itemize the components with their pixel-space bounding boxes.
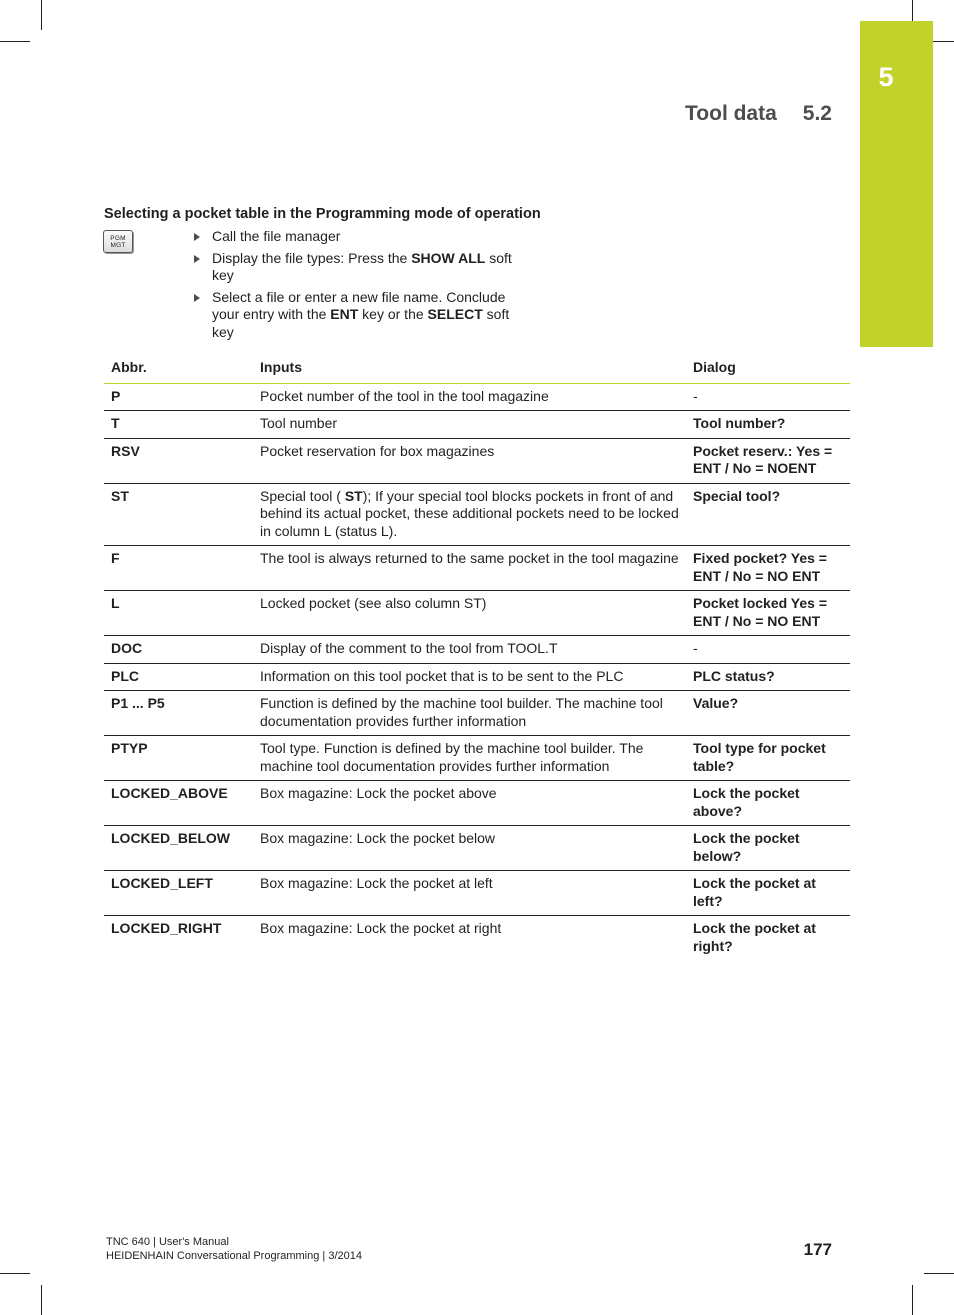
input-cell (253, 871, 686, 916)
column-header-inputs: Inputs (253, 355, 686, 383)
input-text: Box magazine: Lock the pocket at right (260, 920, 502, 936)
input-cell (253, 916, 686, 961)
abbr-cell: ST (104, 483, 253, 546)
input-text: Tool number (260, 415, 338, 431)
abbr-cell: LOCKED_RIGHT (111, 920, 222, 936)
input-text: ); If your special tool blocks pockets in front of and behind its actual pocket, these additional pockets need to be locked in column L (status L). (260, 487, 679, 539)
crop-mark (0, 41, 30, 42)
input-cell (253, 781, 686, 826)
input-cell (253, 438, 686, 483)
footer-line1: TNC 640 | User's Manual (106, 1236, 229, 1248)
crop-mark (924, 1273, 954, 1274)
abbr-cell: RSV (104, 438, 253, 483)
chapter-number: 5 (878, 62, 894, 92)
input-cell (253, 383, 686, 411)
input-text: The tool is always returned to the same pocket in the tool magazine (260, 550, 679, 566)
table-row (104, 871, 850, 916)
dialog-cell: PLC status? (686, 663, 850, 691)
input-text: Box magazine: Lock the pocket above (260, 785, 497, 801)
dialog-cell: Pocket reserv.: Yes = ENT / No = NOENT (686, 438, 850, 483)
table-row (104, 826, 850, 871)
pgm-mgt-key-icon (103, 230, 133, 253)
page-number: 177 (803, 1240, 832, 1259)
input-text: Display of the comment to the tool from TOOL.T (260, 640, 558, 656)
key-label-line1: PGM (110, 234, 126, 242)
dialog-cell: Lock the pocket at right? (693, 920, 816, 954)
table-row (104, 636, 850, 664)
abbr-cell: DOC (104, 636, 253, 664)
abbr-cell: LOCKED_BELOW (104, 826, 253, 871)
input-text: Tool type. Function is defined by the machine tool builder. The machine tool documentation provides further information (260, 740, 644, 774)
column-header-dialog: Dialog (686, 355, 850, 383)
input-text: Information on this tool pocket that is to be sent to the PLC (260, 667, 624, 684)
abbr-cell: T (104, 411, 253, 439)
input-text: Pocket reservation for box magazines (260, 442, 495, 459)
footer (106, 1235, 362, 1263)
table-row (104, 691, 850, 736)
abbr-cell: LOCKED_ABOVE (104, 781, 253, 826)
crop-mark (912, 1285, 913, 1315)
footer-line2: HEIDENHAIN Conversational Programming | 3/2014 (106, 1250, 362, 1262)
bullet-arrow-icon (194, 255, 200, 263)
table-row (104, 663, 850, 691)
input-cell (253, 826, 686, 871)
step-text: key or the (358, 306, 428, 322)
input-text: Box magazine: Lock the pocket below (260, 830, 496, 846)
dialog-cell: Pocket locked Yes = ENT / No = NO ENT (686, 591, 850, 636)
input-text: Function is defined by the machine tool builder. The machine tool documentation provides further information (260, 695, 663, 729)
input-cell (253, 591, 686, 636)
table-row (104, 781, 850, 826)
dialog-cell: Lock the pocket below? (686, 826, 850, 871)
step-text: Call the file manager (212, 228, 341, 244)
header-section: 5.2 (802, 102, 832, 125)
abbr-cell: F (104, 546, 253, 591)
dialog-cell: Tool number? (686, 411, 850, 439)
input-cell (253, 483, 686, 546)
input-cell (253, 546, 686, 591)
dialog-cell: Lock the pocket above? (686, 781, 850, 826)
header-title: Tool data (685, 102, 777, 125)
input-cell (253, 663, 686, 691)
step-text: soft key (212, 306, 510, 340)
table-row (104, 383, 850, 411)
bullet-arrow-icon (194, 233, 200, 241)
abbr-cell: PTYP (104, 736, 253, 781)
abbr-cell: P1 ... P5 (104, 691, 253, 736)
table-header-row (104, 355, 850, 383)
dialog-cell: Special tool? (686, 483, 850, 546)
pocket-table-columns (104, 355, 850, 960)
step-text: SELECT (427, 306, 483, 322)
table-row (104, 736, 850, 781)
input-text: Box magazine: Lock the pocket at left (260, 875, 493, 891)
step-text: Display the file types: Press the (212, 249, 412, 266)
dialog-cell: Fixed pocket? Yes = ENT / No = NO ENT (686, 546, 850, 591)
abbr-cell: PLC (104, 663, 253, 691)
step-text: SHOW ALL (411, 249, 486, 266)
crop-mark (0, 1273, 30, 1274)
step-item (191, 250, 531, 285)
dialog-cell: Lock the pocket at left? (686, 871, 850, 916)
section-subheading: Selecting a pocket table in the Programming mode of operation (104, 206, 541, 222)
step-text: soft key (212, 249, 512, 283)
step-text: ENT (330, 306, 359, 322)
abbr-cell: P (104, 383, 253, 411)
input-text: ST (344, 487, 363, 504)
input-text: Special tool ( (260, 487, 345, 504)
table-row (104, 546, 850, 591)
input-cell (253, 691, 686, 736)
crop-mark (41, 0, 42, 30)
dialog-cell: - (686, 383, 850, 411)
abbr-cell: L (104, 591, 253, 636)
table-row (104, 483, 850, 546)
input-text: Locked pocket (see also column ST) (260, 595, 487, 611)
input-cell (253, 736, 686, 781)
key-label-line2: MGT (110, 241, 126, 249)
dialog-cell: - (686, 636, 850, 664)
dialog-cell: Value? (686, 691, 850, 736)
running-header (600, 102, 832, 126)
step-list (191, 228, 531, 345)
input-cell (253, 411, 686, 439)
table-row (104, 438, 850, 483)
table-row (104, 916, 850, 961)
abbr-cell: LOCKED_LEFT (104, 871, 253, 916)
table-row (104, 591, 850, 636)
step-item (191, 289, 531, 342)
bullet-arrow-icon (194, 294, 200, 302)
crop-mark (41, 1285, 42, 1315)
step-text: Select a file or enter a new file name. Conclude your entry with the (212, 288, 506, 322)
input-text: Pocket number of the tool in the tool magazine (260, 387, 549, 404)
step-item (191, 228, 531, 246)
dialog-cell: Tool type for pocket table? (686, 736, 850, 781)
table-row (104, 411, 850, 439)
input-cell (253, 636, 686, 664)
column-header-abbr: Abbr. (104, 355, 253, 383)
